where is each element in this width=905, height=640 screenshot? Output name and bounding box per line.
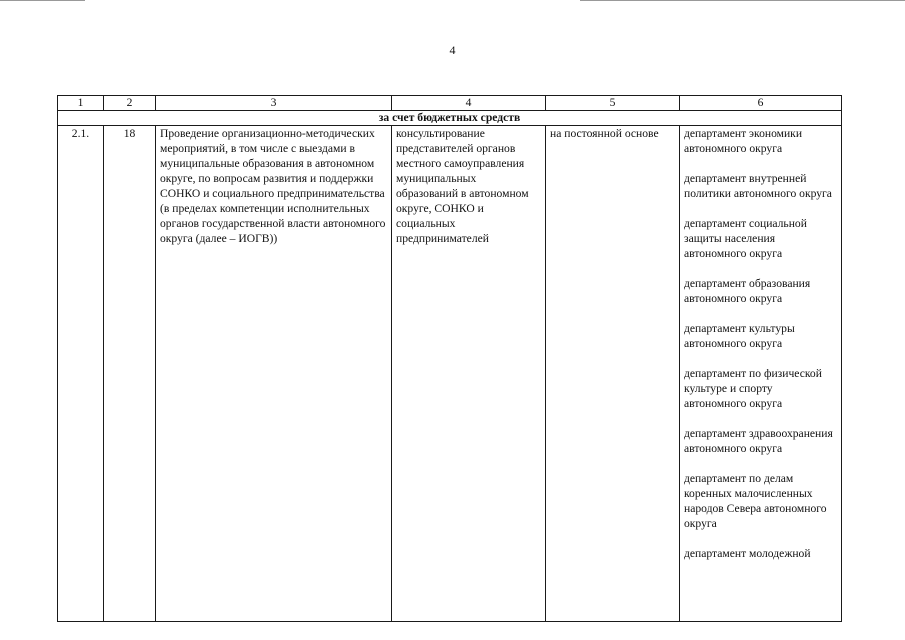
activity-cell <box>156 126 392 622</box>
column-header-4: 4 <box>392 96 546 111</box>
section-row <box>58 111 842 126</box>
column-header-2: 2 <box>104 96 156 111</box>
executor-item: департамент образования автономного округа <box>684 277 811 305</box>
column-number-row <box>58 96 842 111</box>
activity-text: Проведение организационно-методических мероприятий, в том числе с выездами в муниципальные образования в автономном округе, по вопросам развития и поддержки СОНКО и социального предпринимательства (в пределах компетенции исполнительных органов государственной власти автономного округа (далее – ИОГВ)) <box>160 127 386 245</box>
scan-edge-mark-right <box>580 0 905 1</box>
column-header-1: 1 <box>58 96 104 111</box>
executor-item: департамент социальной защиты населения автономного округа <box>684 217 807 260</box>
executor-item: департамент молодежной <box>684 547 811 560</box>
column-header-5: 5 <box>546 96 680 111</box>
column-header-3: 3 <box>156 96 392 111</box>
content-cell <box>392 126 546 622</box>
column-header-6: 6 <box>680 96 842 111</box>
executor-item: департамент культуры автономного округа <box>684 322 795 350</box>
term-text: на постоянной основе <box>550 127 659 140</box>
row-number: 2.1. <box>58 126 104 622</box>
executor-item: департамент внутренней политики автономного округа <box>684 172 832 200</box>
executor-item: департамент экономики автономного округа <box>684 127 803 155</box>
term-cell <box>546 126 680 622</box>
page-number: 4 <box>449 43 456 57</box>
scan-edge-mark-left <box>0 0 85 1</box>
section-title: за счет бюджетных средств <box>58 111 842 126</box>
executor-item: департамент по делам коренных малочисленных народов Севера автономного округа <box>684 472 827 530</box>
content-text: консультирование представителей органов местного самоуправления муниципальных образований в автономном округе, СОНКО и социальных предпринимателей <box>396 127 529 245</box>
row-code: 18 <box>104 126 156 622</box>
plan-table <box>57 95 842 622</box>
table-row <box>58 126 842 622</box>
executor-item: департамент здравоохранения автономного округа <box>684 427 833 455</box>
executors-cell <box>680 126 842 622</box>
executor-item: департамент по физической культуре и спорту автономного округа <box>684 367 822 410</box>
